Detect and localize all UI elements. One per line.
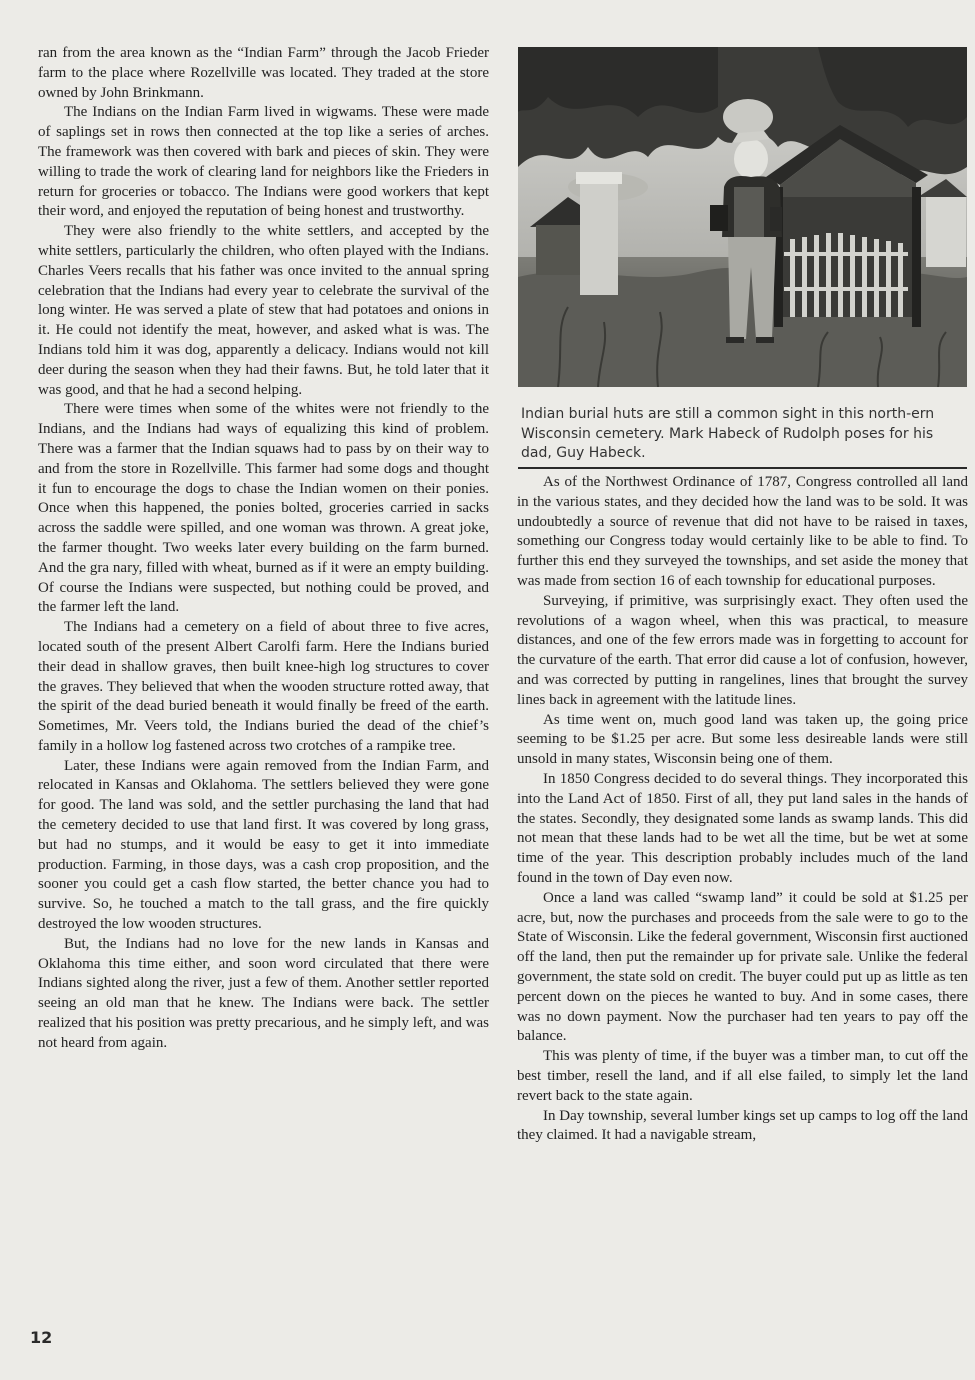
paragraph-4: There were times when some of the whites were not friendly to the Indians, and the Indians had ways of equalizing this kind of problem. There was a farmer that the Indian squaws had to pass by on their way to and from the store in Rozellville. This farmer had some dogs and thought it fun to encourage the dogs to chase the Indian women on their ponies. Once when this happened, the ponies bolted, groceries carried in sacks across the saddle were spilled, and one woman was thrown. A great joke, the farmer thought. Two weeks later every building on the farm burned. And the gra nary, filled with wheat, burned as if it were an empty building. Of course the Indians were suspected, but nothing could be proved, and the farmer left the land. xyxy=(38,401,489,616)
paragraph-9: Surveying, if primitive, was surprisingly exact. They often used the revolutions of a wagon wheel, when this was practical, to measure distances, and one of the few errors made was in forgetting to account for the curvature of the earth. That error did cause a lot of confusion, however, and was corrected by putting in rangelines, lines that brought the survey lines back in agreement with the latitude lines. xyxy=(517,592,968,708)
paragraph-12: Once a land was called “swamp land” it could be sold at $1.25 per acre, but, now the purchases and proceeds from the sale were to go to the State of Wisconsin. Like the federal government, Wisconsin first auctioned off the land, then put the remainder up for private sale. Unlike the federal government, the state sold on credit. The buyer could put up as little as ten percent down on the pieces he wanted to buy. And in some cases, there was no down payment. Now the purchaser had ten years to pay off the balance. xyxy=(517,889,968,1045)
photo-caption: Indian burial huts are still a common sight in this north-ern Wisconsin cemetery. Mark Habeck of Rudolph poses for his dad, Guy Habeck. xyxy=(521,406,935,461)
paragraph-7: But, the Indians had no love for the new lands in Kansas and Oklahoma this time either, and soon word circulated that there were Indians sighted along the river, just a few of them. Another settler reported seeing an old man that he knew. The Indians were back. The settler realized that his position was pretty precarious, and he simply left, and was not heard from again. xyxy=(38,935,489,1051)
cemetery-photo-illustration xyxy=(518,47,967,387)
right-text-column xyxy=(517,473,968,1146)
paragraph-6: Later, these Indians were again removed from the Indian Farm, and relocated in Kansas and Oklahoma. The settlers believed they were gone for good. The land was sold, and the settler purchasing the land that had the cemetery decided to use that land first. It was covered by long grass, but had no stumps, and it would be easy to get it into immediate production. Farming, in those days, was a cash crop proposition, and the sooner you could get a cash flow started, the better chance you had to survive. So, he touched a match to the tall grass, and the fire quickly destroyed the low wooden structures. xyxy=(38,757,489,933)
paragraph-2: The Indians on the Indian Farm lived in wigwams. These were made of saplings set in rows then connected at the top like a series of arches. The framework was then covered with bark and pieces of skin. They were willing to trade the work of clearing land for neighbors like the Frieders in return for groceries or tobacco. The Indians were good workers that kept their word, and enjoyed the reputation of being honest and trustworthy. xyxy=(38,104,489,220)
left-text-column xyxy=(38,44,489,1054)
caption-divider xyxy=(518,467,967,469)
paragraph-8: As of the Northwest Ordinance of 1787, Congress controlled all land in the various states, and they decided how the land was to be sold. It was undoubtedly a source of revenue that did not have to be raised in taxes, something our Congress today would certainly like to be able to find. To further this end they surveyed the townships, and set aside the money that was made from section 16 of each township for educational purposes. xyxy=(517,474,968,589)
paragraph-11: In 1850 Congress decided to do several things. They incorporated this into the Land Act of 1850. First of all, they put land sales in the hands of the states. Secondly, they designated some lands as swamp lands. This did not mean that these lands had to be wet all the time, but be wet at some time of the year. This description probably includes much of the land found in the town of Day even now. xyxy=(517,770,968,886)
paragraph-1: ran from the area known as the “Indian Farm” through the Jacob Frieder farm to the place where Rozellville was located. They traded at the store owned by John Brinkmann. xyxy=(38,45,489,101)
paragraph-3: They were also friendly to the white settlers, and accepted by the white settlers, particularly the children, who often played with the Indians. Charles Veers recalls that his father was once invited to the annual spring celebration that the Indians had every year to celebrate the survival of the long winter. He was served a plate of stew that had potatoes and onions in it. He could not identify the meat, however, and asked what is was. The Indians told him it was dog, apparently a delicacy. Indians would not kill deer during the season when they had their fawns. But, he told later that it was good, and that he had a second helping. xyxy=(38,223,489,398)
paragraph-14: In Day township, several lumber kings set up camps to log off the land they claimed. It had a navigable stream, xyxy=(517,1107,968,1144)
page-number: 12 xyxy=(30,1328,53,1347)
cemetery-photo xyxy=(518,47,967,387)
paragraph-10: As time went on, much good land was taken up, the going price seeming to be $1.25 per acre. But some less desireable lands were still unsold in many states, Wisconsin being one of them. xyxy=(517,711,968,768)
paragraph-13: This was plenty of time, if the buyer was a timber man, to cut off the best timber, resell the land, and if all else failed, to simply let the land revert back to the state again. xyxy=(517,1048,968,1104)
paragraph-5: The Indians had a cemetery on a field of about three to five acres, located south of the present Albert Carolfi farm. Here the Indians buried their dead in shallow graves, then built knee-high log structures to cover the graves. They believed that when the wooden structure rotted away, that the spirit of the dead buried beneath it would finally be freed of the earth. Sometimes, Mr. Veers told, the Indians buried the dead of the chief’s family in a hollow log fastened across two crotches of a rampike tree. xyxy=(38,619,489,754)
